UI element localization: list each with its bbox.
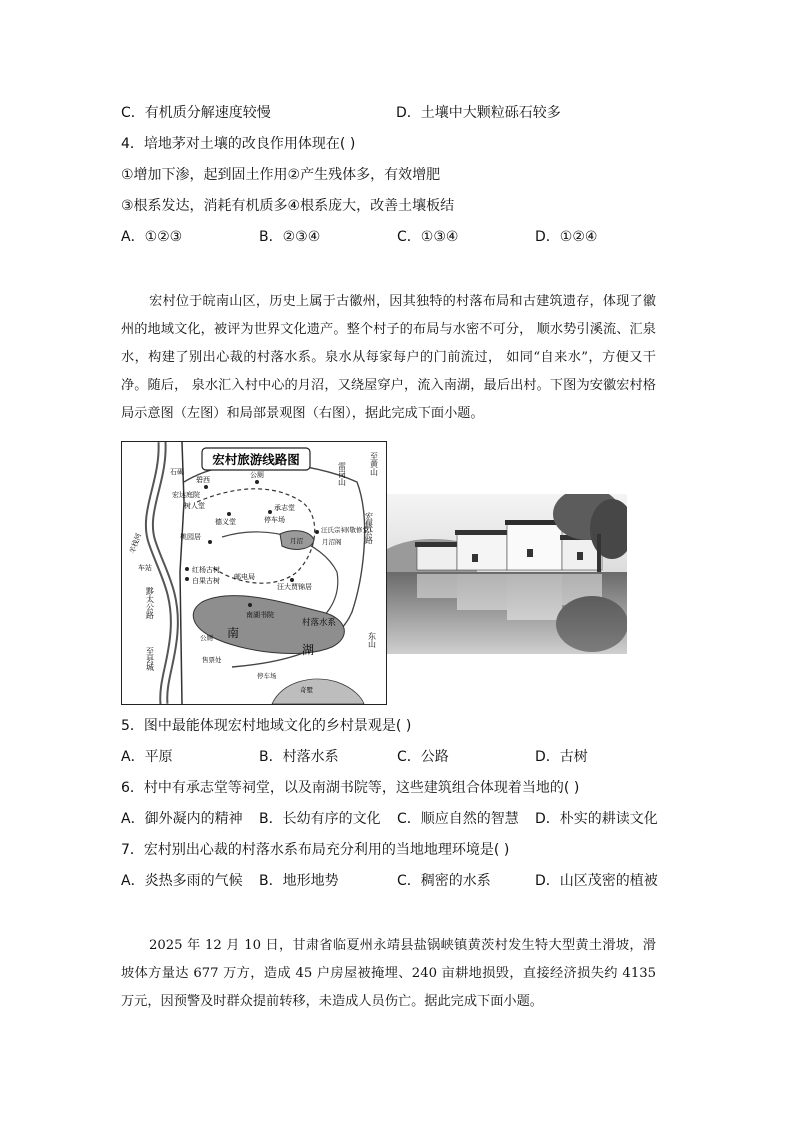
marker-chengzhitang bbox=[268, 510, 272, 514]
label-dechengtang: 德义堂 bbox=[215, 518, 236, 526]
label-shiqiao: 石碣 bbox=[170, 468, 184, 476]
label-tingchechang-1: 停车场 bbox=[264, 516, 285, 524]
marker-baiguogushu bbox=[185, 577, 189, 581]
q7-stem: 7．宏村别出心裁的村落水系布局充分利用的当地地理环境是( ) bbox=[121, 842, 510, 858]
label-yuezhaoge: 月沼阁 bbox=[322, 538, 342, 546]
marker-taoyuanju bbox=[208, 540, 212, 544]
label-nanhushuyuan: 南湖书院 bbox=[246, 611, 274, 619]
label-hu: 湖 bbox=[302, 643, 315, 657]
passage-landslide bbox=[121, 932, 656, 1016]
marker-dechengtang bbox=[227, 512, 231, 516]
q5-stem: 5．图中最能体现宏村地域文化的乡村景观是( ) bbox=[121, 718, 412, 734]
label-chezhan: 车站 bbox=[138, 564, 152, 572]
marker-nanhushuyuan bbox=[248, 603, 252, 607]
q4-option-c: C．①③④ bbox=[397, 229, 459, 245]
marker-gongce bbox=[255, 480, 259, 484]
q6-option-b: B．长幼有序的文化 bbox=[259, 811, 381, 827]
qishu-mountain bbox=[272, 679, 364, 704]
marker-honglianggu bbox=[185, 567, 189, 571]
label-xixi: 羊栈河 bbox=[128, 532, 144, 555]
label-nan: 南 bbox=[227, 626, 240, 640]
label-yitai: 黟太公路 bbox=[145, 587, 155, 619]
q4-option-b: B．②③④ bbox=[259, 229, 321, 245]
photo-svg bbox=[387, 494, 627, 654]
q6-stem: 6．村中有承志堂等祠堂，以及南湖书院等，这些建筑组合体现着当地的( ) bbox=[121, 780, 580, 796]
marker-wangdatang bbox=[290, 578, 294, 582]
label-yuezhao: 月沼 bbox=[290, 537, 303, 545]
label-zhixian: 至县城 bbox=[145, 647, 155, 671]
q4-stem: 4．培地茅对土壤的改良作用体现在( ) bbox=[121, 136, 356, 152]
hongcun-route-map bbox=[121, 441, 387, 705]
marker-bixi bbox=[204, 485, 208, 489]
label-shurentang: 树人堂 bbox=[184, 502, 205, 510]
q4-items-3-4: ③根系发达，消耗有机质多④根系庞大，改善土壤板结 bbox=[121, 198, 455, 214]
q6-option-c: C．顺应自然的智慧 bbox=[397, 811, 519, 827]
label-chengzhitang: 承志堂 bbox=[274, 504, 295, 512]
q6-option-d: D．朴实的耕读文化 bbox=[535, 811, 658, 827]
label-baiguogushu: 白果古树 bbox=[192, 577, 220, 585]
label-taoyuanju: 桃园居 bbox=[180, 533, 201, 541]
q6-option-a: A．御外凝内的精神 bbox=[121, 811, 243, 827]
label-dongshan: 东山 bbox=[367, 632, 377, 648]
label-gongce: 公厕 bbox=[250, 471, 264, 479]
label-shoupiaochu: 售票处 bbox=[202, 656, 222, 664]
label-wangshi: 汪氏宗祠(敬修堂) bbox=[321, 526, 372, 534]
q3-option-c: C．有机质分解速度较慢 bbox=[121, 105, 271, 121]
main-road bbox=[180, 442, 184, 704]
q3-option-d: D．土壤中大颗粒砾石较多 bbox=[396, 105, 561, 121]
q5-option-a: A．平原 bbox=[121, 749, 173, 765]
map-svg bbox=[122, 442, 386, 704]
q7-option-a: A．炎热多雨的气候 bbox=[121, 873, 243, 889]
label-hongdating: 宏达庭院 bbox=[172, 491, 200, 499]
label-gongce-2: 公厕 bbox=[200, 634, 213, 642]
label-huangshan: 至黄山 bbox=[369, 452, 379, 476]
passage-hongcun-text: 宏村位于皖南山区，历史上属于古徽州，因其独特的村落布局和古建筑遗存，体现了徽州的地域文化，被评为世界文化遗产。整个村子的布局与水密不可分， 顺水势引溪流、汇泉水，构建了别出心裁的村落水系。泉水从每家每户的门前流过， 如同“自来水”，方便又干净。随后， 泉水汇入村中心的月沼，又绕屋穿户，流入南湖，最后出村。下图为安徽宏村格局示意图（左图）和局部景观图（右图），据此完成下面小题。 bbox=[121, 294, 656, 421]
map-title: 宏村旅游线路图 bbox=[212, 452, 300, 467]
label-qizhu: 奇墅 bbox=[300, 686, 313, 694]
marker-wangshi bbox=[315, 530, 319, 534]
passage-hongcun bbox=[121, 288, 656, 428]
label-leigang: 雷岗山 bbox=[337, 462, 347, 486]
label-honglianggu: 红杨古树 bbox=[192, 566, 220, 574]
label-bixi: 碧西 bbox=[196, 476, 210, 484]
q5-option-b: B．村落水系 bbox=[259, 749, 339, 765]
q5-option-d: D．古树 bbox=[535, 749, 588, 765]
q7-option-c: C．稠密的水系 bbox=[397, 873, 491, 889]
hongcun-landscape-photo bbox=[387, 494, 627, 654]
label-youdianju: 邮电局 bbox=[234, 573, 255, 581]
q7-option-d: D．山区茂密的植被 bbox=[535, 873, 658, 889]
label-honggai: 宏偃公路 bbox=[364, 512, 374, 544]
q4-option-a: A．①②③ bbox=[121, 229, 183, 245]
q7-option-b: B．地形地势 bbox=[259, 873, 339, 889]
label-cunluoshuixi: 村落水系 bbox=[302, 618, 337, 628]
passage-landslide-text: 2025 年 12 月 10 日，甘肃省临夏州永靖县盐锅峡镇黄茨村发生特大型黄土滑坡，滑坡体方量达 677 万方，造成 45 户房屋被掩埋、240 亩耕地损毁，直接经济损失约 4135 万元，因预警及时群众提前转移，未造成人员伤亡。据此完成下面小题。 bbox=[121, 938, 656, 1009]
q5-option-c: C．公路 bbox=[397, 749, 449, 765]
label-tingchechang-2: 停车场 bbox=[257, 672, 277, 680]
label-wangdatang: 汪大贾锦居 bbox=[277, 583, 312, 591]
q4-option-d: D．①②④ bbox=[535, 229, 598, 245]
q4-items-1-2: ①增加下渗，起到固土作用②产生残体多，有效增肥 bbox=[121, 167, 441, 183]
